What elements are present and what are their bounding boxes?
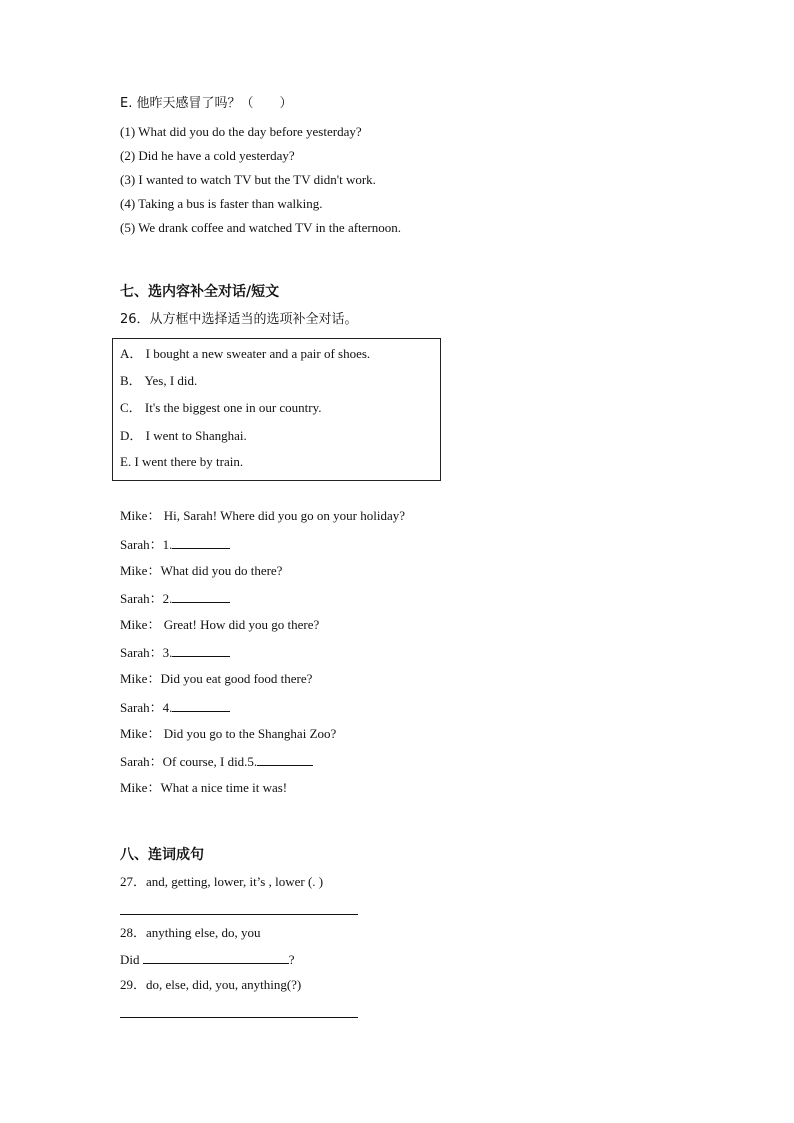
option-b: B． Yes, I did. xyxy=(120,373,198,388)
matching-item-e: E. 他昨天感冒了吗？（ ） xyxy=(120,96,293,111)
dialogue-line-10: Sarah：Of course, I did.5. xyxy=(120,753,313,770)
matching-sentence-2: (2) Did he have a cold yesterday? xyxy=(120,148,295,163)
answer-line-27[interactable] xyxy=(120,914,358,915)
answer-blank-4[interactable] xyxy=(172,699,230,712)
question-29: 29．do, else, did, you, anything(?) xyxy=(120,977,302,992)
dialogue-line-2: Sarah：1. xyxy=(120,536,230,553)
question-26: 26．从方框中选择适当的选项补全对话。 xyxy=(120,312,358,327)
matching-sentence-4: (4) Taking a bus is faster than walking. xyxy=(120,196,323,211)
option-a: A． I bought a new sweater and a pair of shoes. xyxy=(120,346,371,361)
option-e: E. I went there by train. xyxy=(120,454,244,469)
answer-line-28: Did ? xyxy=(120,952,295,967)
options-box xyxy=(112,338,441,481)
question-28: 28．anything else, do, you xyxy=(120,925,261,940)
answer-blank-1[interactable] xyxy=(172,536,230,549)
dialogue-line-9: Mike： Did you go to the Shanghai Zoo? xyxy=(120,726,337,741)
matching-sentence-3: (3) I wanted to watch TV but the TV didn't work. xyxy=(120,172,376,187)
option-c: C． It's the biggest one in our country. xyxy=(120,400,322,415)
answer-blank-2[interactable] xyxy=(172,590,230,603)
option-d: D． I went to Shanghai. xyxy=(120,428,247,443)
section8-heading: 八、连词成句 xyxy=(120,847,204,863)
dialogue-line-1: Mike： Hi, Sarah! Where did you go on your holiday? xyxy=(120,508,405,523)
dialogue-line-3: Mike：What did you do there? xyxy=(120,563,283,578)
answer-line-29[interactable] xyxy=(120,1017,358,1018)
matching-sentence-5: (5) We drank coffee and watched TV in the afternoon. xyxy=(120,220,401,235)
dialogue-line-5: Mike： Great! How did you go there? xyxy=(120,617,320,632)
dialogue-line-4: Sarah：2. xyxy=(120,590,230,607)
dialogue-line-6: Sarah：3. xyxy=(120,644,230,661)
dialogue-line-8: Sarah：4. xyxy=(120,699,230,716)
question-27: 27．and, getting, lower, it’s , lower (. ) xyxy=(120,874,324,889)
answer-blank-3[interactable] xyxy=(172,644,230,657)
dialogue-line-11: Mike：What a nice time it was! xyxy=(120,780,288,795)
section7-heading: 七、选内容补全对话/短文 xyxy=(120,284,280,300)
dialogue-line-7: Mike：Did you eat good food there? xyxy=(120,671,313,686)
matching-sentence-1: (1) What did you do the day before yesterday? xyxy=(120,124,362,139)
answer-blank-28[interactable] xyxy=(143,951,289,964)
answer-blank-5[interactable] xyxy=(257,753,313,766)
